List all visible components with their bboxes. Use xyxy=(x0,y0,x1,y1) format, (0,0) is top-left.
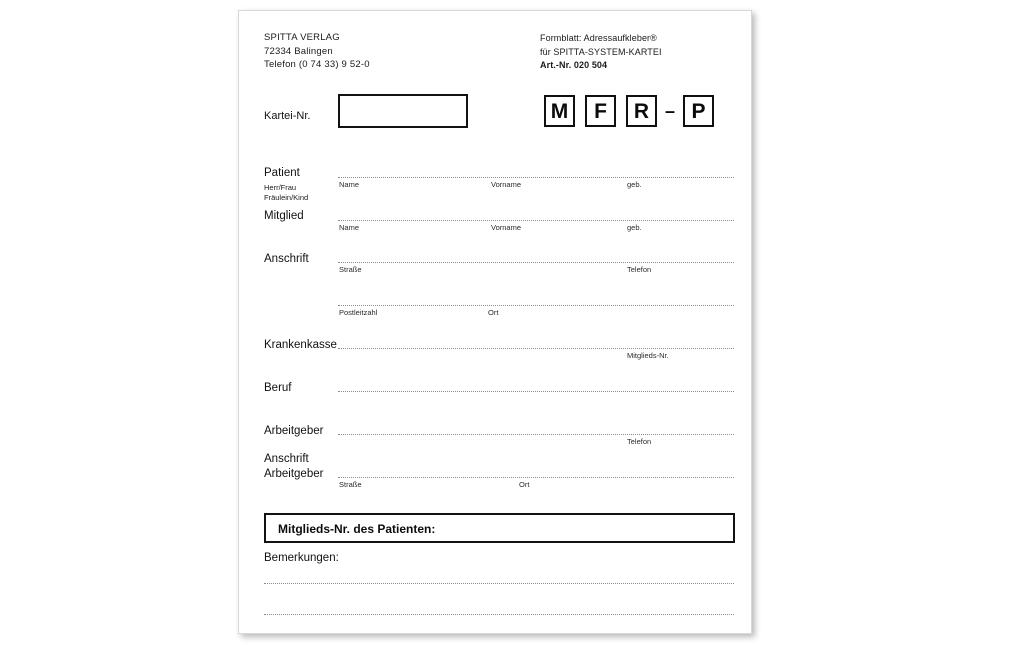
code-box-m[interactable]: M xyxy=(544,95,575,127)
mitglieds-nr-patient-label: Mitglieds-Nr. des Patienten: xyxy=(278,522,436,536)
caption-anschrift-telefon: Telefon xyxy=(627,265,652,274)
section-label-krankenkasse: Krankenkasse xyxy=(264,339,337,351)
code-box-r[interactable]: R xyxy=(626,95,657,127)
section-label-mitglied: Mitglied xyxy=(264,210,304,222)
caption-patient-geb: geb. xyxy=(627,180,642,189)
form-system-line: für SPITTA-SYSTEM-KARTEI xyxy=(540,46,662,57)
code-box-f[interactable]: F xyxy=(585,95,616,127)
caption-mitglied-vorname: Vorname xyxy=(491,223,522,232)
beruf-rule[interactable] xyxy=(338,391,734,393)
krankenkasse-rule[interactable] xyxy=(338,348,734,350)
publisher-name: SPITTA VERLAG xyxy=(264,32,340,43)
arbeitgeber-rule[interactable] xyxy=(338,434,734,436)
anschrift-plz-rule[interactable] xyxy=(338,305,734,307)
anschrift-strasse-rule[interactable] xyxy=(338,262,734,264)
section-label-anschrift-arbeitgeber-2: Arbeitgeber xyxy=(264,468,324,480)
code-box-p[interactable]: P xyxy=(683,95,714,127)
patient-name-rule[interactable] xyxy=(338,177,734,179)
caption-anschrift-plz: Postleitzahl xyxy=(339,308,378,317)
caption-mitglieds-nr: Mitglieds-Nr. xyxy=(627,351,669,360)
bemerkungen-rule-2[interactable] xyxy=(264,614,734,616)
caption-anschrift-strasse: Straße xyxy=(339,265,362,274)
section-label-anschrift-arbeitgeber-1: Anschrift xyxy=(264,453,309,465)
code-separator-dash: – xyxy=(665,100,676,121)
caption-mitglied-geb: geb. xyxy=(627,223,642,232)
caption-arbeitgeber-ort: Ort xyxy=(519,480,530,489)
article-number: Art.-Nr. 020 504 xyxy=(540,60,608,70)
caption-anschrift-ort: Ort xyxy=(488,308,499,317)
section-label-bemerkungen: Bemerkungen: xyxy=(264,552,339,564)
mfrp-code-group xyxy=(544,95,724,127)
form-sheet xyxy=(238,10,752,634)
form-title-line: Formblatt: Adressaufkleber® xyxy=(540,33,657,43)
caption-patient-vorname: Vorname xyxy=(491,180,522,189)
publisher-phone: Telefon (0 74 33) 9 52-0 xyxy=(264,59,370,70)
bemerkungen-rule-1[interactable] xyxy=(264,583,734,585)
section-label-patient: Patient xyxy=(264,167,300,179)
patient-salutation-line1: Herr/Frau xyxy=(264,183,297,192)
section-label-anschrift: Anschrift xyxy=(264,253,309,265)
patient-salutation-line2: Fräulein/Kind xyxy=(264,193,309,202)
caption-arbeitgeber-strasse: Straße xyxy=(339,480,362,489)
caption-mitglied-name: Name xyxy=(339,223,360,232)
section-label-arbeitgeber: Arbeitgeber xyxy=(264,425,324,437)
caption-patient-name: Name xyxy=(339,180,360,189)
publisher-city: 72334 Balingen xyxy=(264,45,333,57)
publisher-address-block xyxy=(264,31,370,72)
form-meta-block xyxy=(540,32,662,73)
section-label-beruf: Beruf xyxy=(264,382,292,394)
kartei-nr-label: Kartei-Nr. xyxy=(264,110,311,122)
kartei-nr-input[interactable] xyxy=(338,94,468,128)
mitglieds-nr-patient-box[interactable] xyxy=(264,513,735,543)
mitglied-name-rule[interactable] xyxy=(338,220,734,222)
anschrift-arbeitgeber-rule[interactable] xyxy=(338,477,734,479)
caption-arbeitgeber-telefon: Telefon xyxy=(627,437,652,446)
